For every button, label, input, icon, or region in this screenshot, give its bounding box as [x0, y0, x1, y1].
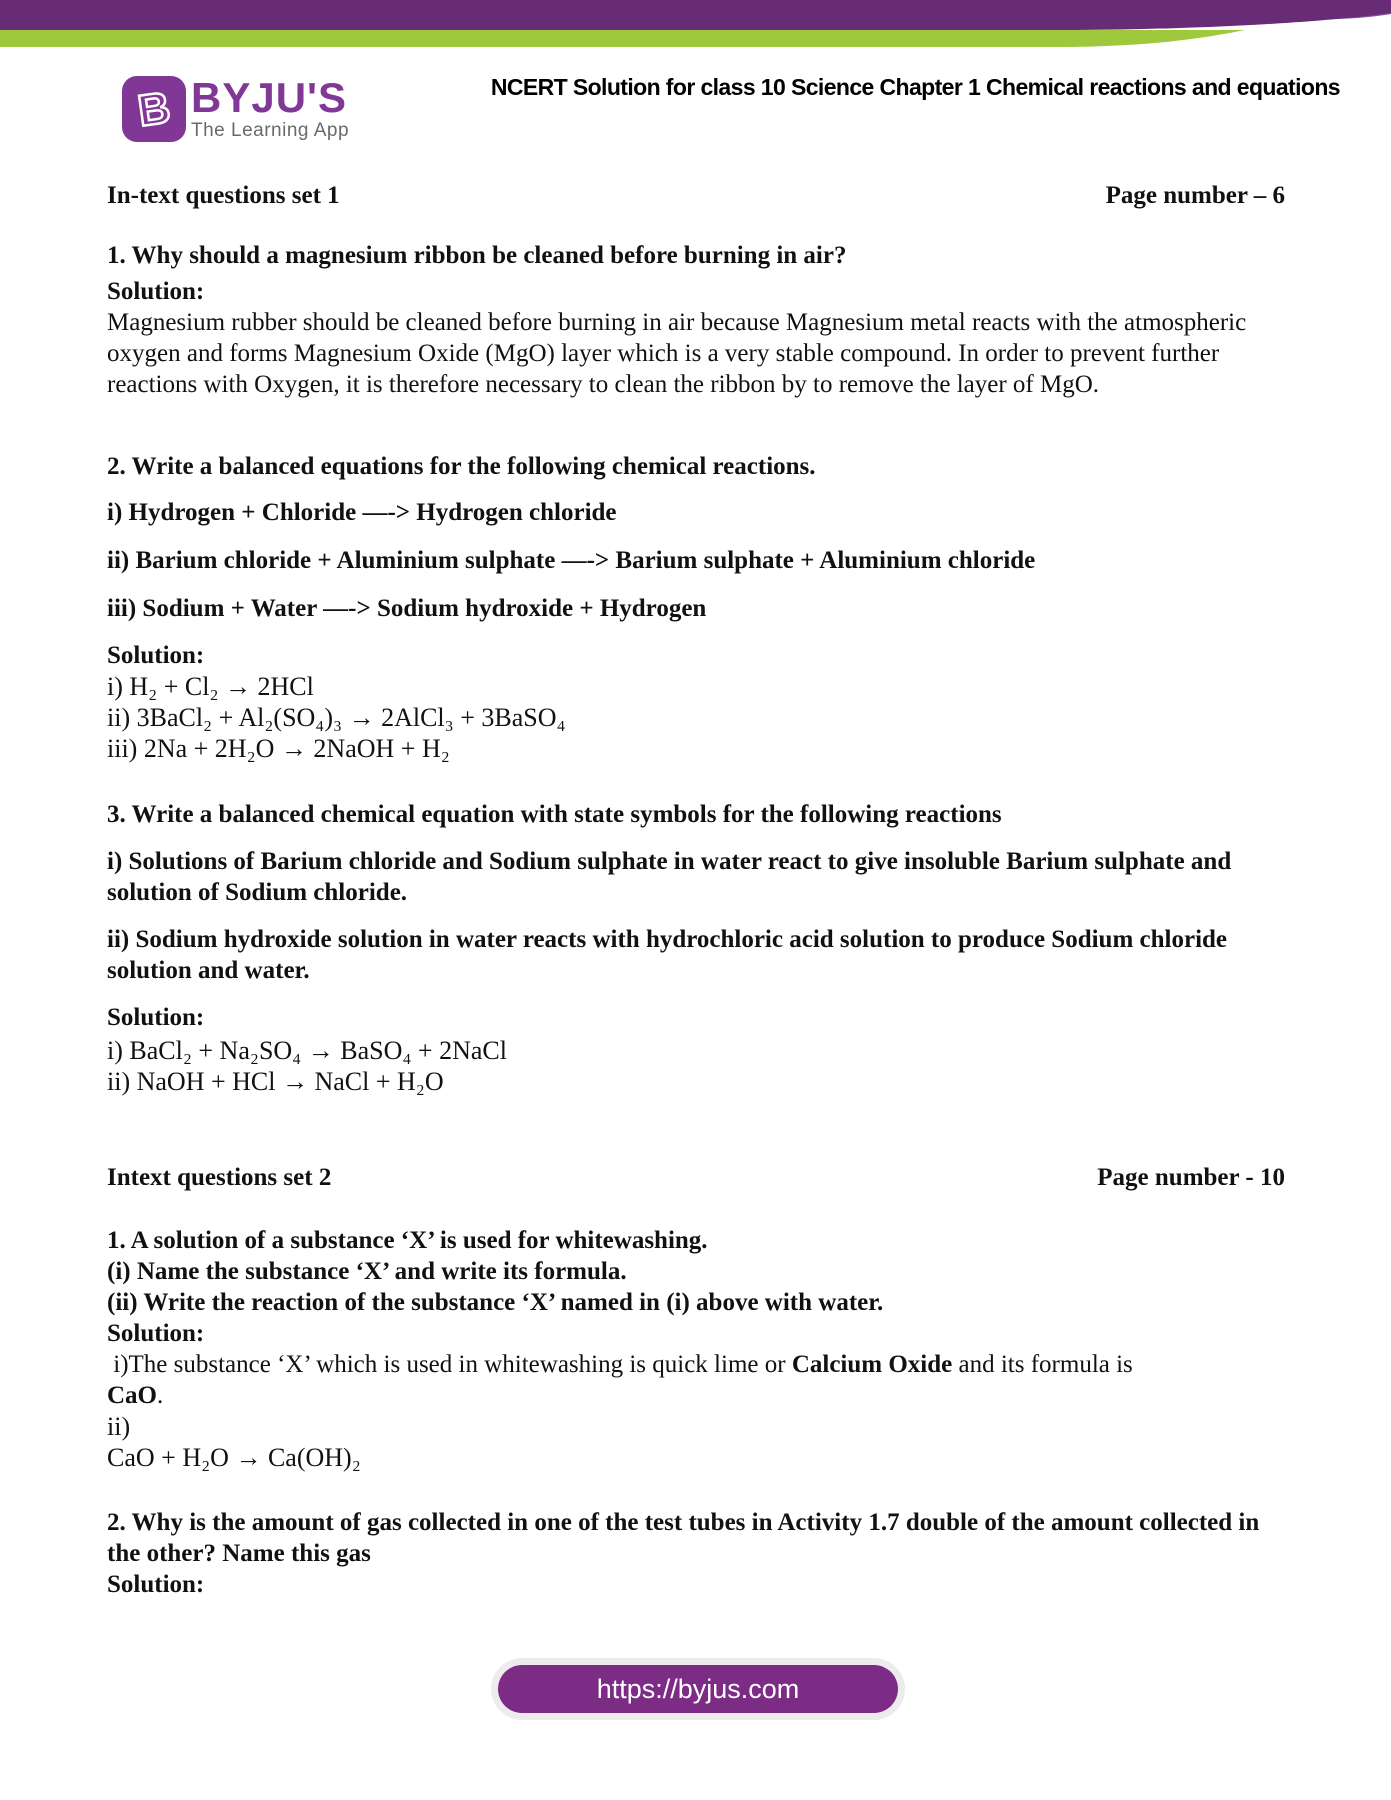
document-body	[0, 180, 1391, 1600]
answer-mid: and its formula is	[952, 1351, 1133, 1378]
badge-letter-b: B	[134, 83, 174, 136]
set2-q1-roman-ii: ii)	[107, 1412, 131, 1441]
set1-q2-item-i: i) Hydrogen + Chloride —-> Hydrogen chloride	[107, 499, 617, 526]
set1-q2-equation-iii: iii) 2Na + 2H₂O → 2NaOH + H₂	[107, 734, 450, 763]
set1-q2-solution-label: Solution:	[107, 642, 205, 669]
set2-heading: Intext questions set 2	[107, 1164, 332, 1191]
set2-q1-equation: CaO + H₂O → Ca(OH)₂	[107, 1443, 361, 1472]
set2-q1-answer-line2	[107, 1380, 1285, 1411]
banner-dark-purple-band	[0, 0, 1391, 30]
set2-q2-question: 2. Why is the amount of gas collected in one of the test tubes in Activity 1.7 double of the amount collected in the other? Name this gas	[107, 1509, 1260, 1567]
logo-text	[191, 76, 349, 141]
set1-page-number: Page number – 6	[1105, 182, 1285, 209]
set2-q1-question-line3: (ii) Write the reaction of the substance ‘X’ named in (i) above with water.	[107, 1289, 884, 1316]
set1-q3-solution-label: Solution:	[107, 1004, 205, 1031]
set2-heading-row	[107, 1162, 1285, 1193]
byjus-logo	[122, 76, 349, 142]
byjus-url-pill[interactable]: https://byjus.com	[498, 1665, 898, 1713]
set1-q3-item-ii: ii) Sodium hydroxide solution in water reacts with hydrochloric acid solution to produce Sodium chloride solution and water.	[107, 926, 1228, 984]
set2-q1-question-line1: 1. A solution of a substance ‘X’ is used for whitewashing.	[107, 1227, 708, 1254]
set1-q1-question: 1. Why should a magnesium ribbon be cleaned before burning in air?	[107, 242, 847, 269]
set2-q1-answer-line1	[107, 1349, 1285, 1380]
set1-q1-solution-text: Magnesium rubber should be cleaned before burning in air because Magnesium metal reacts with the atmospheric oxygen and forms Magnesium Oxide (MgO) layer which is a very stable compound. In order to prevent further reactions with Oxygen, it is therefore necessary to clean the ribbon by to remove the layer of MgO.	[107, 309, 1247, 398]
answer-prefix: i)The substance ‘X’ which is used in whitewashing is quick lime or	[107, 1351, 792, 1378]
set1-heading-row	[107, 180, 1285, 211]
answer-period: .	[157, 1382, 164, 1409]
byjus-badge-icon	[122, 76, 186, 142]
set1-q3-equation-i: i) BaCl₂ + Na₂SO₄ → BaSO₄ + 2NaCl	[107, 1036, 507, 1065]
set1-q1-solution-label: Solution:	[107, 278, 205, 305]
top-banner	[0, 0, 1391, 47]
set1-q3-item-i: i) Solutions of Barium chloride and Sodium sulphate in water react to give insoluble Barium sulphate and solution of Sodium chloride.	[107, 848, 1232, 906]
set1-q3-equation-ii: ii) NaOH + HCl → NaCl + H₂O	[107, 1067, 444, 1096]
document-title: NCERT Solution for class 10 Science Chapter 1 Chemical reactions and equations	[490, 74, 1340, 100]
banner-green-band	[0, 30, 1245, 47]
set1-q2-question: 2. Write a balanced equations for the following chemical reactions.	[107, 453, 816, 480]
logo-brand: BYJU'S	[191, 74, 348, 121]
set2-q1-question-line2: (i) Name the substance ‘X’ and write its formula.	[107, 1258, 627, 1285]
set1-q2-item-iii: iii) Sodium + Water —-> Sodium hydroxide + Hydrogen	[107, 595, 707, 622]
set2-q1-solution-label: Solution:	[107, 1320, 205, 1347]
set2-page-number: Page number - 10	[1097, 1164, 1285, 1191]
set2-q2-solution-label: Solution:	[107, 1571, 205, 1598]
answer-formula: CaO	[107, 1382, 157, 1409]
set1-q2-item-ii: ii) Barium chloride + Aluminium sulphate —-> Barium sulphate + Aluminium chloride	[107, 547, 1036, 574]
set1-q2-equation-ii: ii) 3BaCl₂ + Al₂(SO₄)₃ → 2AlCl₃ + 3BaSO₄	[107, 703, 566, 732]
logo-tagline: The Learning App	[191, 120, 350, 141]
header	[0, 47, 1391, 160]
set1-q2-equation-i: i) H₂ + Cl₂ → 2HCl	[107, 672, 314, 701]
answer-bold-term: Calcium Oxide	[791, 1351, 953, 1378]
set1-heading: In-text questions set 1	[107, 182, 340, 209]
set1-q3-question: 3. Write a balanced chemical equation with state symbols for the following reactions	[107, 801, 1002, 828]
